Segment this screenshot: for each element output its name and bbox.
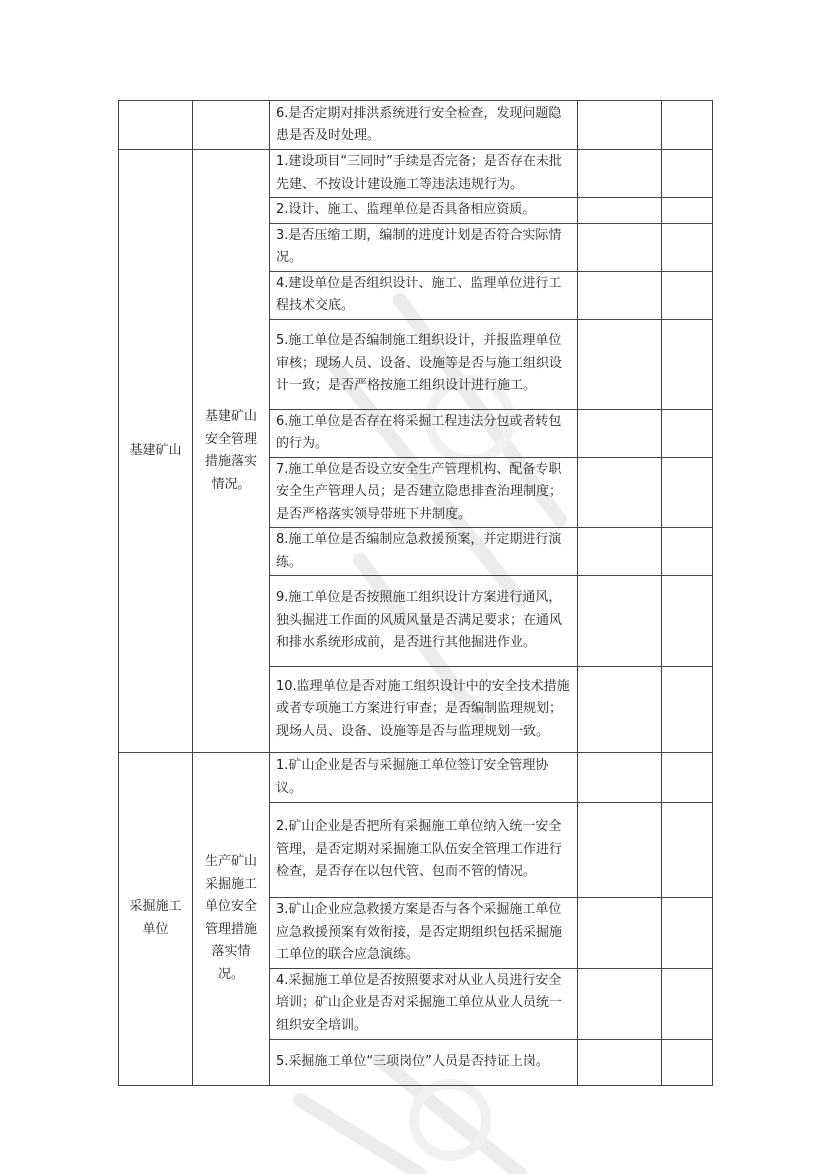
remark-cell — [662, 223, 713, 271]
result-cell — [578, 968, 662, 1039]
check-item: 5.施工单位是否编制施工组织设计，并报监理单位审核；现场人员、设备、设施等是否与施工组织设计一致；是否严格按施工组织设计进行施工。 — [270, 319, 578, 409]
remark-cell — [662, 319, 713, 409]
subcategory-cell-empty — [193, 101, 270, 150]
remark-cell — [662, 576, 713, 667]
result-cell — [578, 457, 662, 528]
remark-cell — [662, 198, 713, 224]
check-item: 1.建设项目“三同时”手续是否完备；是否存在未批先建、不按设计建设施工等违法违规行为。 — [270, 150, 578, 198]
category-cell: 采掘施工单位 — [119, 753, 193, 1086]
remark-cell — [662, 667, 713, 753]
check-item: 2.矿山企业是否把所有采掘施工单位纳入统一安全管理，是否定期对采掘施工队伍安全管理工作进行检查，是否存在以包代管、包而不管的情况。 — [270, 803, 578, 898]
check-item: 3.是否压缩工期，编制的进度计划是否符合实际情况。 — [270, 223, 578, 271]
result-cell — [578, 753, 662, 803]
check-item: 4.建设单位是否组织设计、施工、监理单位进行工程技术交底。 — [270, 271, 578, 319]
remark-cell — [662, 968, 713, 1039]
result-cell — [578, 1039, 662, 1085]
remark-cell — [662, 528, 713, 576]
remark-cell — [662, 803, 713, 898]
result-cell — [578, 576, 662, 667]
inspection-table — [118, 100, 713, 1086]
result-cell — [578, 101, 662, 150]
check-item: 9.施工单位是否按照施工组织设计方案进行通风，独头掘进工作面的风质风量是否满足要求；在通风和排水系统形成前，是否进行其他掘进作业。 — [270, 576, 578, 667]
result-cell — [578, 528, 662, 576]
remark-cell — [662, 898, 713, 969]
check-item: 1.矿山企业是否与采掘施工单位签订安全管理协议。 — [270, 753, 578, 803]
result-cell — [578, 198, 662, 224]
check-item: 6.施工单位是否存在将采掘工程违法分包或者转包的行为。 — [270, 409, 578, 457]
remark-cell — [662, 271, 713, 319]
category-cell: 基建矿山 — [119, 150, 193, 753]
check-item: 6.是否定期对排洪系统进行安全检查，发现问题隐患是否及时处理。 — [270, 101, 578, 150]
result-cell — [578, 409, 662, 457]
check-item: 4.采掘施工单位是否按照要求对从业人员进行安全培训；矿山企业是否对采掘施工单位从业人员统一组织安全培训。 — [270, 968, 578, 1039]
remark-cell — [662, 1039, 713, 1085]
remark-cell — [662, 457, 713, 528]
remark-cell — [662, 150, 713, 198]
remark-cell — [662, 409, 713, 457]
check-item: 10.监理单位是否对施工组织设计中的安全技术措施或者专项施工方案进行审查；是否编制监理规划；现场人员、设备、设施等是否与监理规划一致。 — [270, 667, 578, 753]
table-row — [119, 101, 713, 150]
result-cell — [578, 803, 662, 898]
subcategory-cell: 生产矿山采掘施工单位安全管理措施落实情况。 — [193, 753, 270, 1086]
check-item: 7.施工单位是否设立安全生产管理机构、配备专职安全生产管理人员；是否建立隐患排查治理制度；是否严格落实领导带班下井制度。 — [270, 457, 578, 528]
check-item: 3.矿山企业应急救援方案是否与各个采掘施工单位应急救援预案有效衔接，是否定期组织包括采掘施工单位的联合应急演练。 — [270, 898, 578, 969]
result-cell — [578, 223, 662, 271]
result-cell — [578, 319, 662, 409]
result-cell — [578, 150, 662, 198]
result-cell — [578, 898, 662, 969]
check-item: 8.施工单位是否编制应急救援预案，并定期进行演练。 — [270, 528, 578, 576]
result-cell — [578, 271, 662, 319]
check-item: 2.设计、施工、监理单位是否具备相应资质。 — [270, 198, 578, 224]
remark-cell — [662, 101, 713, 150]
category-cell-empty — [119, 101, 193, 150]
table-row — [119, 753, 713, 803]
subcategory-cell: 基建矿山安全管理措施落实情况。 — [193, 150, 270, 753]
table-row — [119, 150, 713, 198]
check-item: 5.采掘施工单位“三项岗位”人员是否持证上岗。 — [270, 1039, 578, 1085]
remark-cell — [662, 753, 713, 803]
result-cell — [578, 667, 662, 753]
